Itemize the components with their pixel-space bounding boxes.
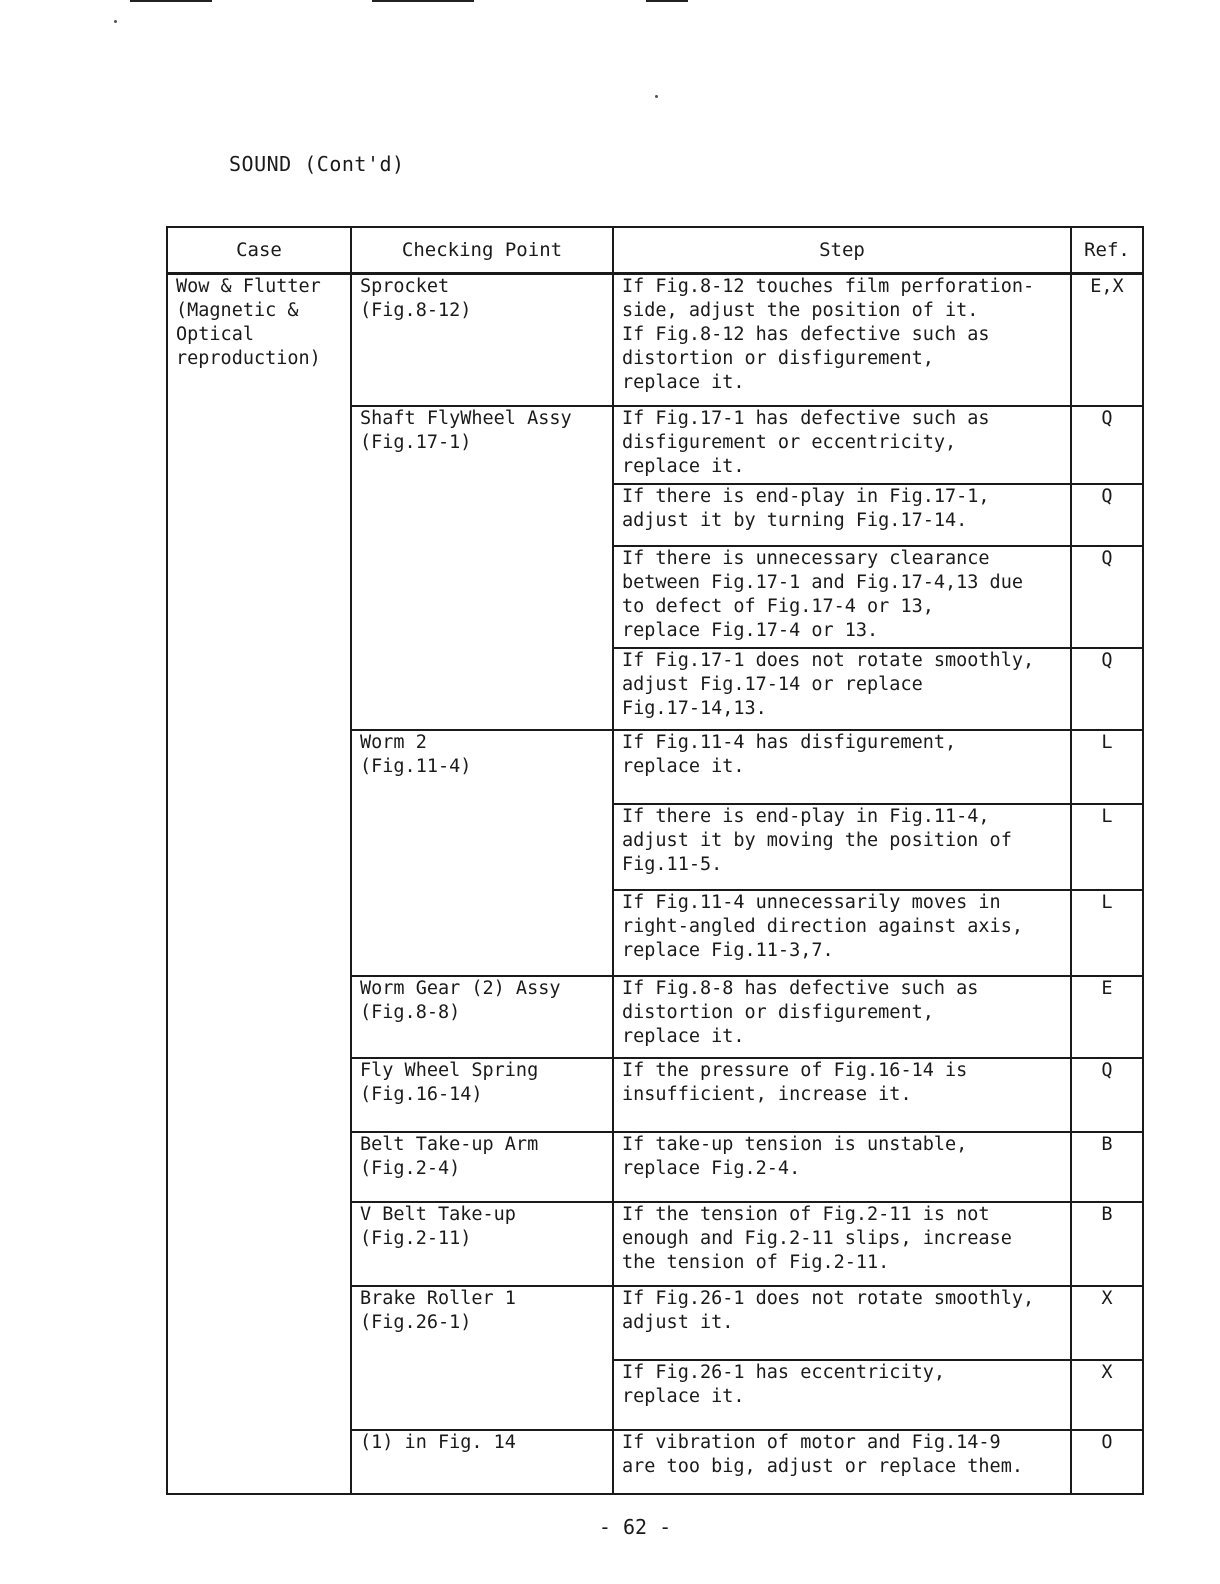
checking-point-cell: Sprocket (Fig.8-12) — [351, 274, 613, 406]
step-cell: If Fig.11-4 has disfigurement, replace it. — [613, 730, 1071, 804]
ref-cell: Q — [1071, 406, 1143, 484]
ref-cell: Q — [1071, 648, 1143, 730]
checking-point-cell: V Belt Take-up (Fig.2-11) — [351, 1202, 613, 1286]
step-cell: If take-up tension is unstable, replace Fig.2-4. — [613, 1132, 1071, 1202]
step-cell: If there is end-play in Fig.17-1, adjust it by turning Fig.17-14. — [613, 484, 1071, 546]
checking-point-cell: (1) in Fig. 14 — [351, 1430, 613, 1494]
step-cell: If Fig.8-12 touches film perforation- side, adjust the position of it. If Fig.8-12 has defective such as distortion or disfigurement, replace it. — [613, 274, 1071, 406]
checking-point-cell: Worm Gear (2) Assy (Fig.8-8) — [351, 976, 613, 1058]
ref-cell: X — [1071, 1360, 1143, 1430]
ref-cell: L — [1071, 890, 1143, 976]
ref-cell: O — [1071, 1430, 1143, 1494]
checking-point-cell: Fly Wheel Spring (Fig.16-14) — [351, 1058, 613, 1132]
scan-speck — [655, 95, 658, 98]
step-cell: If there is end-play in Fig.11-4, adjust it by moving the position of Fig.11-5. — [613, 804, 1071, 890]
case-cell: Wow & Flutter (Magnetic & Optical reproduction) — [167, 274, 351, 1494]
troubleshooting-table — [166, 226, 1144, 1495]
ref-cell: L — [1071, 804, 1143, 890]
page-number: - 62 - — [598, 1515, 672, 1539]
ref-cell: B — [1071, 1202, 1143, 1286]
step-cell: If there is unnecessary clearance between Fig.17-1 and Fig.17-4,13 due to defect of Fig.17-4 or 13, replace Fig.17-4 or 13. — [613, 546, 1071, 648]
checking-point-cell: Worm 2 (Fig.11-4) — [351, 730, 613, 976]
section-title: SOUND (Cont'd) — [229, 152, 405, 176]
table-header-row — [167, 227, 1143, 274]
ref-cell: E,X — [1071, 274, 1143, 406]
checking-point-cell: Brake Roller 1 (Fig.26-1) — [351, 1286, 613, 1430]
top-edge-rule — [372, 0, 474, 2]
ref-cell: Q — [1071, 1058, 1143, 1132]
ref-cell: X — [1071, 1286, 1143, 1360]
header-checking-point: Checking Point — [351, 227, 613, 274]
checking-point-cell: Belt Take-up Arm (Fig.2-4) — [351, 1132, 613, 1202]
step-cell: If Fig.17-1 does not rotate smoothly, adjust Fig.17-14 or replace Fig.17-14,13. — [613, 648, 1071, 730]
header-ref: Ref. — [1071, 227, 1143, 274]
step-cell: If Fig.26-1 does not rotate smoothly, adjust it. — [613, 1286, 1071, 1360]
step-cell: If Fig.11-4 unnecessarily moves in right-angled direction against axis, replace Fig.11-3,7. — [613, 890, 1071, 976]
top-edge-rule — [646, 0, 688, 2]
ref-cell: L — [1071, 730, 1143, 804]
checking-point-cell: Shaft FlyWheel Assy (Fig.17-1) — [351, 406, 613, 730]
top-edge-rule — [130, 0, 212, 2]
header-case: Case — [167, 227, 351, 274]
step-cell: If Fig.8-8 has defective such as distortion or disfigurement, replace it. — [613, 976, 1071, 1058]
ref-cell: E — [1071, 976, 1143, 1058]
ref-cell: Q — [1071, 546, 1143, 648]
header-step: Step — [613, 227, 1071, 274]
ref-cell: Q — [1071, 484, 1143, 546]
table-row — [167, 274, 1143, 406]
step-cell: If vibration of motor and Fig.14-9 are too big, adjust or replace them. — [613, 1430, 1071, 1494]
step-cell: If the tension of Fig.2-11 is not enough and Fig.2-11 slips, increase the tension of Fig.2-11. — [613, 1202, 1071, 1286]
step-cell: If Fig.17-1 has defective such as disfigurement or eccentricity, replace it. — [613, 406, 1071, 484]
step-cell: If the pressure of Fig.16-14 is insufficient, increase it. — [613, 1058, 1071, 1132]
scan-speck — [114, 20, 117, 23]
ref-cell: B — [1071, 1132, 1143, 1202]
step-cell: If Fig.26-1 has eccentricity, replace it. — [613, 1360, 1071, 1430]
